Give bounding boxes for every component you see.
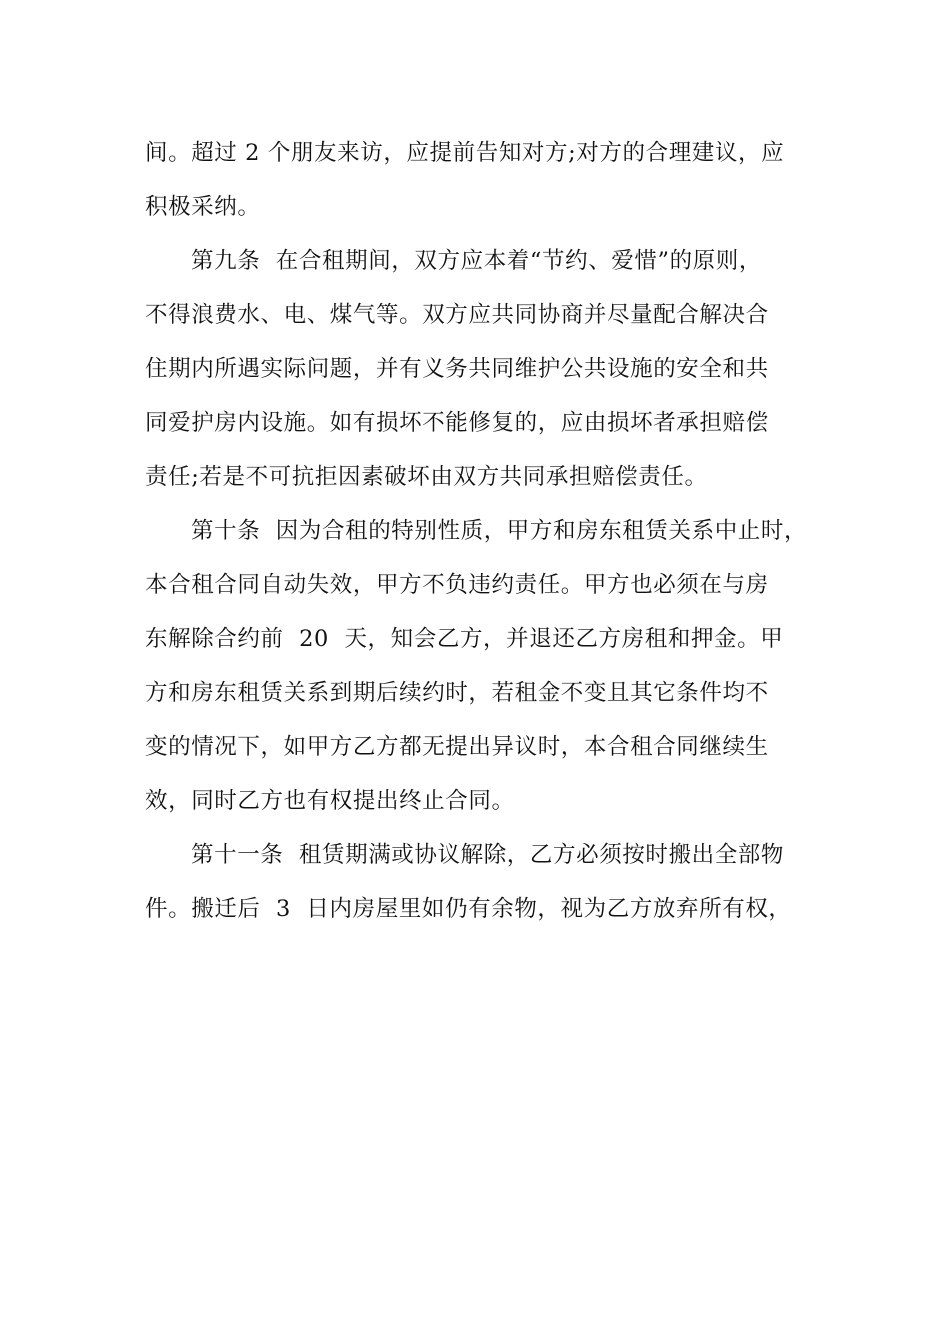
text-line: 间。超过 2 个朋友来访，应提前告知对方;对方的合理建议，应 — [145, 140, 785, 166]
text-line: 件。搬迁后 3 日内房屋里如仍有余物，视为乙方放弃所有权， — [145, 896, 792, 922]
text-line: 积极采纳。 — [145, 194, 261, 220]
text-line: 本合租合同自动失效，甲方不负违约责任。甲方也必须在与房 — [145, 572, 769, 598]
article-11-heading-line: 第十一条 租赁期满或协议解除，乙方必须按时搬出全部物 — [191, 842, 785, 868]
text-line: 变的情况下，如甲方乙方都无提出异议时，本合租合同继续生 — [145, 734, 769, 760]
text-line: 东解除合约前 20 天，知会乙方，并退还乙方房租和押金。甲 — [145, 626, 784, 652]
text-line: 效，同时乙方也有权提出终止合同。 — [145, 788, 515, 814]
text-line: 方和房东租赁关系到期后续约时，若租金不变且其它条件均不 — [145, 680, 769, 706]
text-line: 责任;若是不可抗拒因素破坏由双方共同承担赔偿责任。 — [145, 464, 708, 490]
text-line: 不得浪费水、电、煤气等。双方应共同协商并尽量配合解决合 — [145, 302, 769, 328]
contract-text — [145, 126, 815, 936]
article-10-heading-line: 第十条 因为合租的特别性质，甲方和房东租赁关系中止时， — [191, 518, 808, 544]
article-9-heading-line: 第九条 在合租期间，双方应本着“节约、爱惜”的原则， — [191, 248, 763, 274]
text-line: 住期内所遇实际问题，并有义务共同维护公共设施的安全和共 — [145, 356, 769, 382]
text-line: 同爱护房内设施。如有损坏不能修复的，应由损坏者承担赔偿 — [145, 410, 769, 436]
